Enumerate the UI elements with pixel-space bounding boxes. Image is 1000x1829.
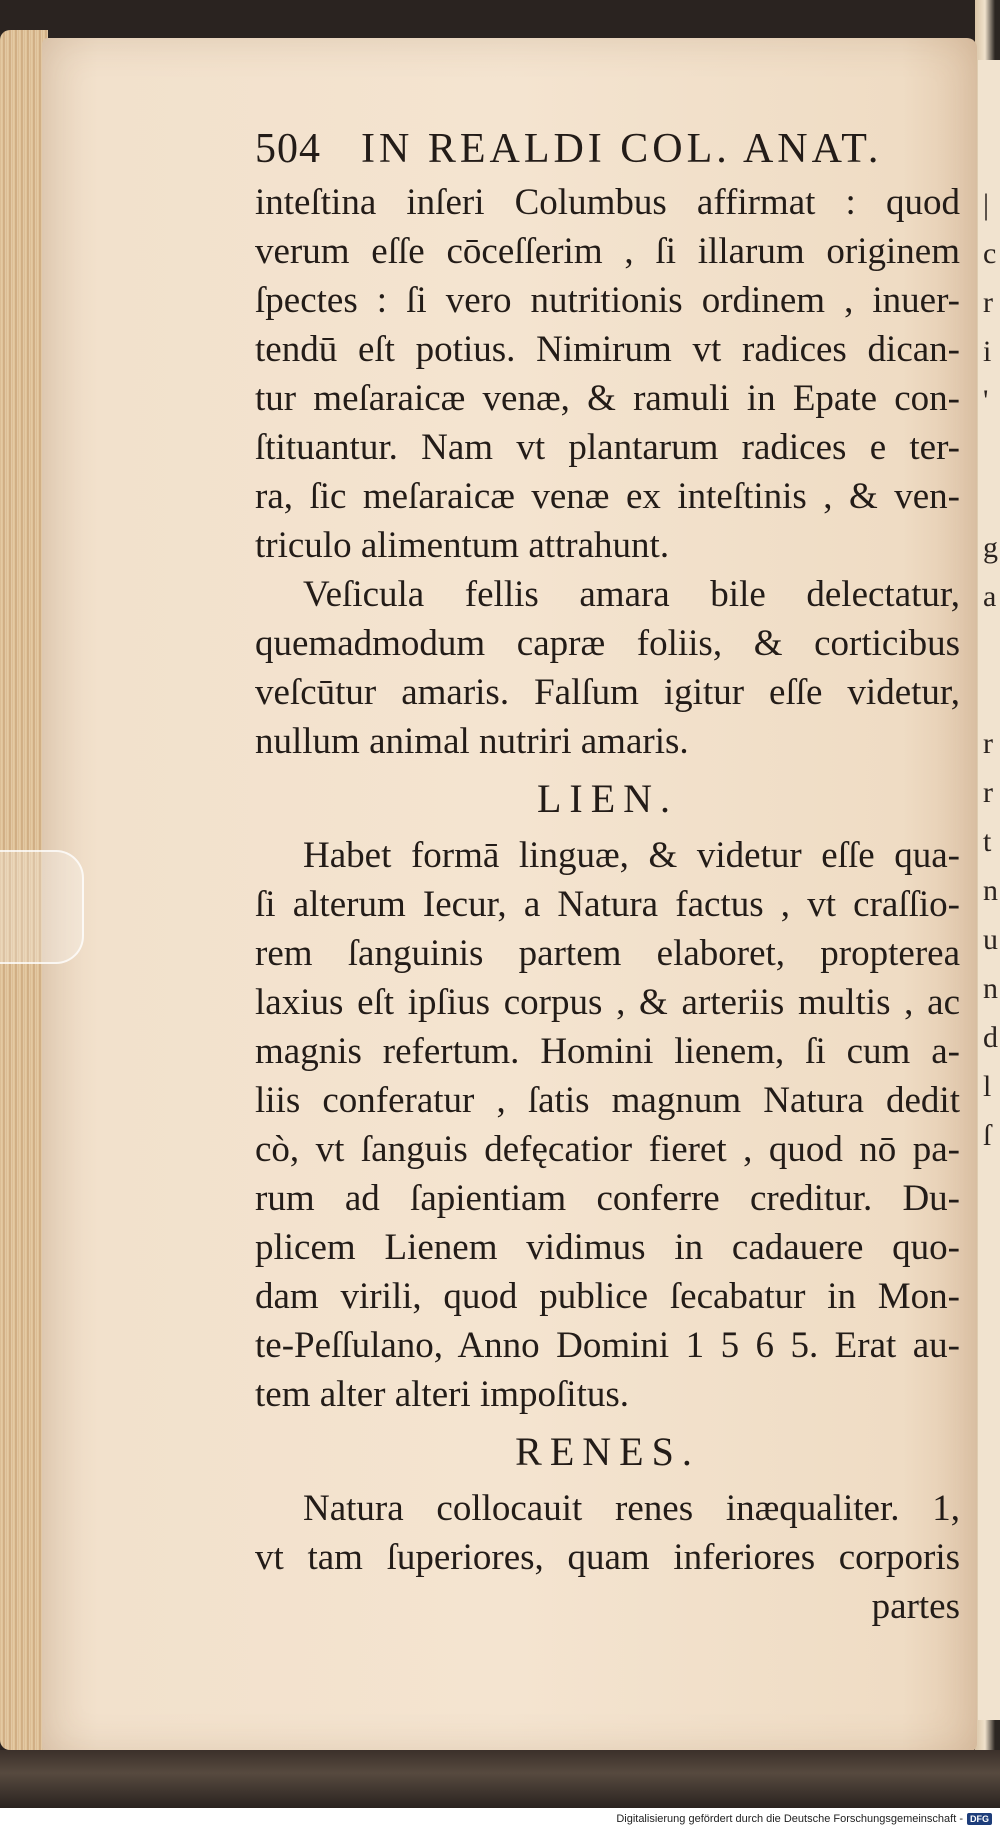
- next-page-fragment: [983, 180, 1000, 1160]
- catchword: partes: [871, 1586, 960, 1627]
- text-line: rum ad ſapientiam conferre creditur. Du-: [255, 1178, 960, 1219]
- paragraph-2: [255, 570, 960, 766]
- text-line: Habet formā linguæ, & videtur eſſe qua-: [303, 835, 960, 876]
- running-title: IN REALDI COL. ANAT.: [361, 126, 883, 172]
- text-line: veſcūtur amaris. Falſum igitur eſſe videtur,: [255, 672, 960, 713]
- section-heading-renes: RENES.: [515, 1429, 700, 1474]
- text-line: Veſicula fellis amara bile delectatur,: [303, 574, 960, 615]
- fragment-line: r: [983, 727, 993, 760]
- fragment-line: ': [983, 384, 989, 417]
- fragment-line: g: [983, 531, 998, 564]
- fragment-line: r: [983, 776, 993, 809]
- text-line: cò, vt ſanguis defęcatior fieret , quod nō pa-: [255, 1129, 960, 1170]
- fragment-line: r: [983, 286, 993, 319]
- fragment-line: t: [983, 825, 992, 858]
- footer-credit: Digitalisierung gefördert durch die Deutsche Forschungsgemeinschaft -: [616, 1812, 963, 1825]
- book-bottom-edge: [0, 1750, 1000, 1808]
- page-header: [255, 125, 955, 173]
- text-line: plicem Lienem vidimus in cadauere quo-: [255, 1227, 960, 1268]
- text-line: triculo alimentum attrahunt.: [255, 525, 670, 566]
- fragment-line: i: [983, 335, 992, 368]
- fragment-line: c: [983, 237, 997, 270]
- text-line: magnis refertum. Homini lienem, ſi cum a-: [255, 1031, 960, 1072]
- fragment-line: |: [983, 188, 990, 221]
- fragment-line: [983, 425, 1000, 474]
- text-line: ſtituantur. Nam vt plantarum radices e ter-: [255, 427, 960, 468]
- fragment-line: u: [983, 923, 998, 956]
- fragment-line: [983, 670, 1000, 719]
- text-line: liis conferatur , ſatis magnum Natura dedit: [255, 1080, 960, 1121]
- text-line: te-Peſſulano, Anno Domini 1 5 6 5. Erat au-: [255, 1325, 960, 1366]
- text-line: tur meſaraicæ venæ, & ramuli in Epate con-: [255, 378, 960, 419]
- paragraph-lien: [255, 831, 960, 1419]
- fragment-line: a: [983, 580, 997, 613]
- text-line: vt tam ſuperiores, quam inferiores corporis: [255, 1537, 960, 1578]
- text-line: Natura collocauit renes inæqualiter. 1,: [303, 1488, 960, 1529]
- fragment-line: d: [983, 1021, 998, 1054]
- dfg-logo-icon: DFG: [967, 1813, 992, 1825]
- text-line: quemadmodum capræ foliis, & corticibus: [255, 623, 960, 664]
- digitization-footer: [0, 1808, 1000, 1829]
- paragraph-1: [255, 178, 960, 570]
- page-clip-marker: [0, 850, 84, 964]
- text-line: tem alter alteri impoſitus.: [255, 1374, 630, 1415]
- text-line: inteſtina inſeri Columbus affirmat : quod: [255, 182, 960, 223]
- text-line: dam virili, quod publice ſecabatur in Mon-: [255, 1276, 960, 1317]
- fragment-line: [983, 621, 1000, 670]
- fragment-line: l: [983, 1070, 992, 1103]
- text-line: ſpectes : ſi vero nutritionis ordinem , inuer-: [255, 280, 960, 321]
- fragment-line: n: [983, 874, 998, 907]
- page-number: 504: [255, 126, 321, 172]
- text-line: ſi alterum Iecur, a Natura factus , vt craſſio-: [255, 884, 960, 925]
- text-line: ra, ſic meſaraicæ venæ ex inteſtinis , & ven-: [255, 476, 960, 517]
- text-line: nullum animal nutriri amaris.: [255, 721, 689, 762]
- text-line: tendū eſt potius. Nimirum vt radices dican-: [255, 329, 960, 370]
- paragraph-renes: [255, 1484, 960, 1631]
- fragment-line: ſ: [983, 1119, 992, 1152]
- text-line: rem ſanguinis partem elaboret, propterea: [255, 933, 960, 974]
- section-heading-lien: LIEN.: [536, 776, 679, 821]
- text-line: verum eſſe cōceſſerim , ſi illarum originem: [255, 231, 960, 272]
- fragment-line: [983, 474, 1000, 523]
- page-body: [255, 178, 960, 1631]
- fragment-line: n: [983, 972, 998, 1005]
- text-line: laxius eſt ipſius corpus , & arteriis multis , ac: [255, 982, 960, 1023]
